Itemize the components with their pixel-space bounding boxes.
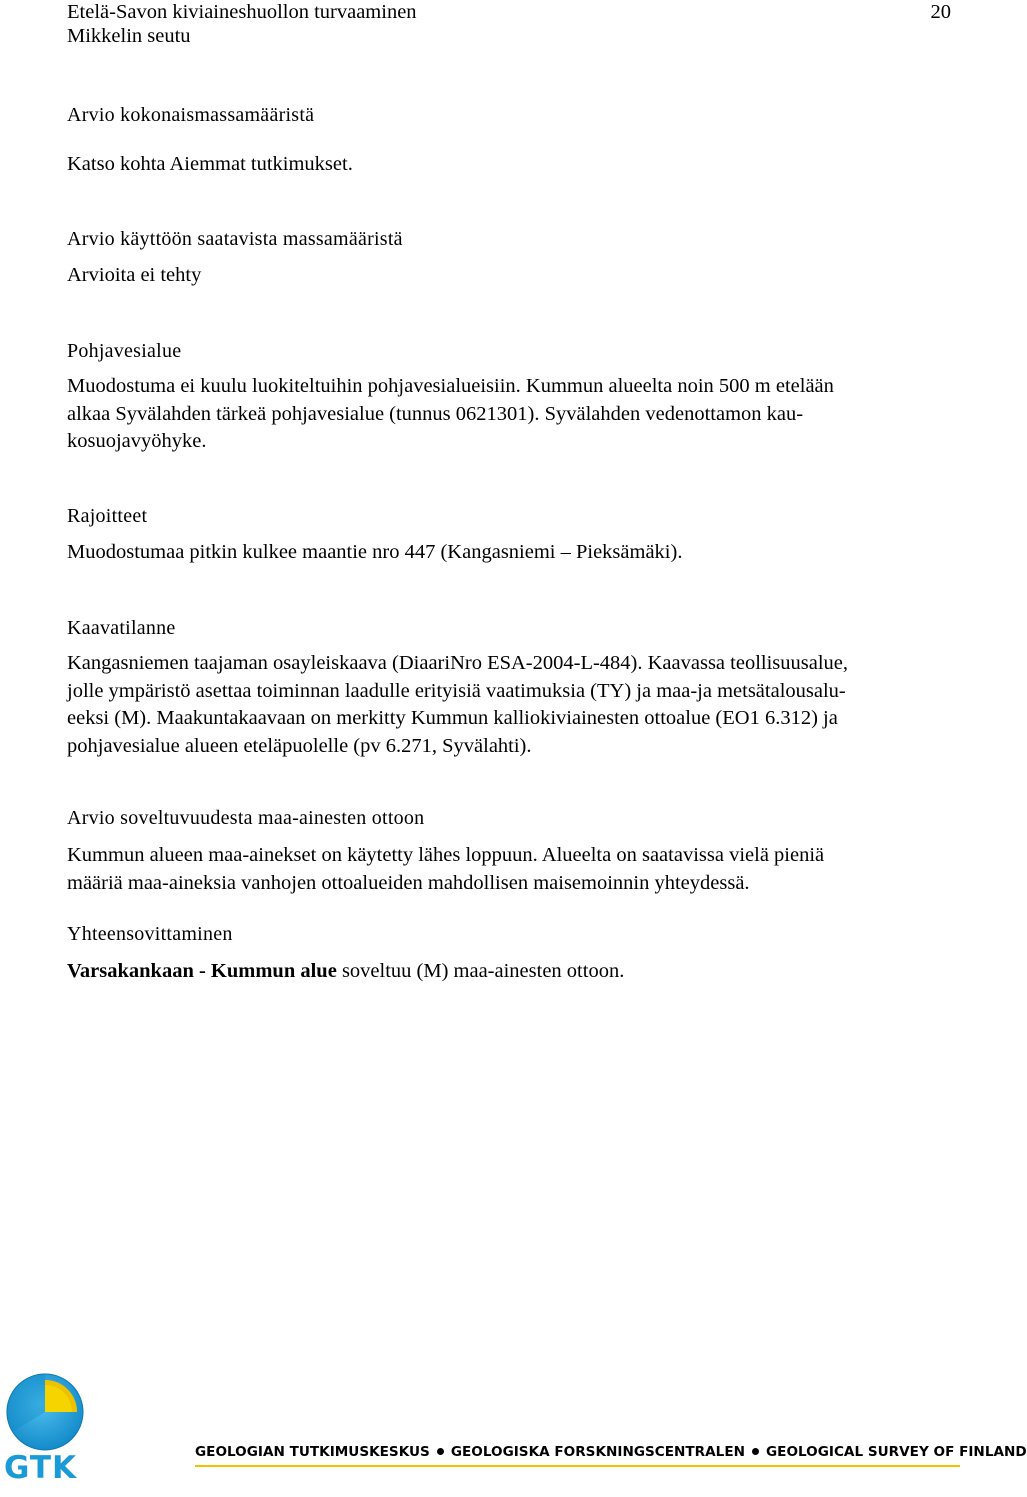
heading-kaava: Kaavatilanne [67, 617, 176, 639]
header-title-line2: Mikkelin seutu [67, 25, 191, 47]
paragraph-line: alkaa Syvälahden tärkeä pohjavesialue (tunnus 0621301). Syvälahden vedenottamon kau- [67, 402, 804, 425]
org-name-sv: GEOLOGISKA FORSKNINGSCENTRALEN [450, 1444, 745, 1460]
heading-kokonaismassa: Arvio kokonaismassamääristä [67, 104, 315, 126]
paragraph-line: Muodostumaa pitkin kulkee maantie nro 447 (Kangasniemi – Pieksämäki). [67, 541, 683, 563]
text-rajoitteet [67, 539, 927, 567]
bullet-dot-icon [752, 1448, 759, 1455]
paragraph-line: Kangasniemen taajaman osayleiskaava (DiaariNro ESA-2004-L-484). Kaavassa teollisuusalue, [67, 652, 849, 674]
text-yhteensovittaminen [67, 958, 927, 986]
footer [0, 1370, 1027, 1497]
heading-yhteensovittaminen: Yhteensovittaminen [67, 923, 233, 945]
paragraph-line: määriä maa-aineksia vanhojen ottoalueiden mahdollisen maisemoinnin yhteydessä. [67, 871, 750, 894]
paragraph-line: eeksi (M). Maakuntakaavaan on merkitty Kummun kalliokiviainesten ottoalue (EO1 6.312) ja [67, 707, 838, 730]
heading-rajoitteet: Rajoitteet [67, 505, 148, 527]
text-kokonaismassa [67, 151, 927, 179]
text-soveltuvuus [67, 842, 927, 897]
text-kaava [67, 650, 927, 760]
footer-organization-names [195, 1444, 1027, 1460]
bullet-dot-icon [437, 1448, 444, 1455]
suitability-text: soveltuu (M) maa-ainesten ottoon. [336, 960, 625, 982]
text-kayttoon [67, 262, 927, 290]
heading-soveltuvuus: Arvio soveltuvuudesta maa-ainesten ottoon [67, 807, 425, 829]
org-name-en: GEOLOGICAL SURVEY OF FINLAND [766, 1444, 1027, 1460]
gtk-logo-text: GTK [4, 1450, 78, 1486]
paragraph-line [67, 958, 927, 986]
page-number: 20 [930, 1, 951, 23]
paragraph-line: Kummun alueen maa-ainekset on käytetty lähes loppuun. Alueelta on saatavissa vielä pieniä [67, 844, 825, 866]
text-pohjavesi [67, 373, 927, 456]
org-name-fi: GEOLOGIAN TUTKIMUSKESKUS [195, 1444, 430, 1460]
paragraph-line: Katso kohta Aiemmat tutkimukset. [67, 153, 353, 175]
heading-pohjavesi: Pohjavesialue [67, 340, 182, 362]
paragraph-line: pohjavesialue alueen eteläpuolelle (pv 6.271, Syvälahti). [67, 734, 532, 757]
footer-yellow-rule [195, 1465, 960, 1467]
heading-kayttoon: Arvio käyttöön saatavista massamääristä [67, 228, 403, 250]
area-name-bold: Varsakankaan - Kummun alue [67, 960, 337, 982]
paragraph-line: Muodostuma ei kuulu luokiteltuihin pohjavesialueisiin. Kummun alueelta noin 500 m etelään [67, 375, 834, 397]
paragraph-line: kosuojavyöhyke. [67, 430, 207, 453]
gtk-globe-logo-icon [2, 1372, 88, 1452]
paragraph-line: jolle ympäristö asettaa toiminnan laadulle erityisiä vaatimuksia (TY) ja maa-ja metsätalousalu- [67, 679, 846, 702]
paragraph-line: Arvioita ei tehty [67, 264, 202, 286]
header-title-line1: Etelä-Savon kiviaineshuollon turvaaminen [67, 1, 417, 23]
